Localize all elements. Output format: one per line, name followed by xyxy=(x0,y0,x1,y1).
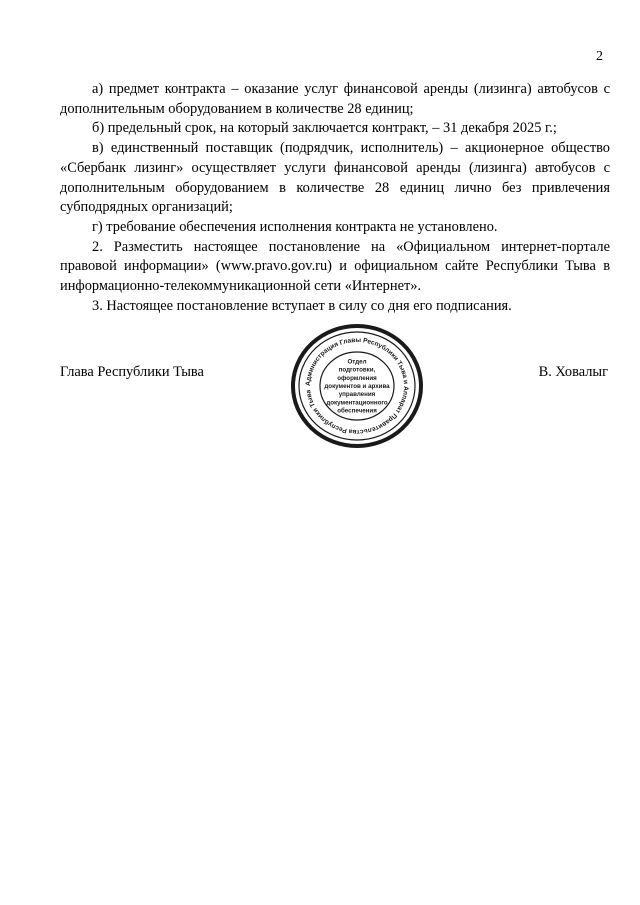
signature-title: Глава Республики Тыва xyxy=(60,364,204,380)
seal-graphic xyxy=(288,322,426,450)
document-body xyxy=(60,80,610,316)
signature-name: В. Ховалыг xyxy=(538,364,608,380)
seal-center-line: Отдел xyxy=(347,358,367,366)
seal-center-line: документационного xyxy=(326,399,388,407)
paragraph-supplier: в) единственный поставщик (подрядчик, исполнитель) – акционерное общество «Сбербанк лизинг» осуществляет услуги финансовой аренды (лизинга) автобусов с дополнительным оборудованием в количестве 28 единиц лично без привлечения субподрядных организаций; xyxy=(60,140,610,216)
seal-center-line: документов и архива xyxy=(324,383,390,390)
paragraph-publication: 2. Разместить настоящее постановление на «Официальном интернет-портале правовой информации» (www.pravo.gov.ru) и официальном сайте Республики Тыва в информационно-телекоммуникационной сети «Интернет». xyxy=(60,238,610,295)
seal-center-line: оформления xyxy=(337,374,377,382)
seal-center-line: управления xyxy=(338,391,376,399)
seal-center-line: подготовки, xyxy=(338,366,376,374)
seal-center-line: обеспечения xyxy=(337,407,377,415)
paragraph-subject: а) предмет контракта – оказание услуг финансовой аренды (лизинга) автобусов с дополнительным оборудованием в количестве 28 единиц; xyxy=(60,81,610,117)
seal-ring-label: Администрация Главы Республики Тыва и Аппарат Правительства Республики Тыва xyxy=(304,336,410,436)
paragraph-security: г) требование обеспечения исполнения контракта не установлено. xyxy=(92,218,498,235)
paragraph-effective: 3. Настоящее постановление вступает в силу со дня его подписания. xyxy=(92,297,512,314)
page-number: 2 xyxy=(596,49,603,64)
official-seal xyxy=(288,322,426,450)
paragraph-deadline: б) предельный срок, на который заключается контракт, – 31 декабря 2025 г.; xyxy=(92,120,557,137)
